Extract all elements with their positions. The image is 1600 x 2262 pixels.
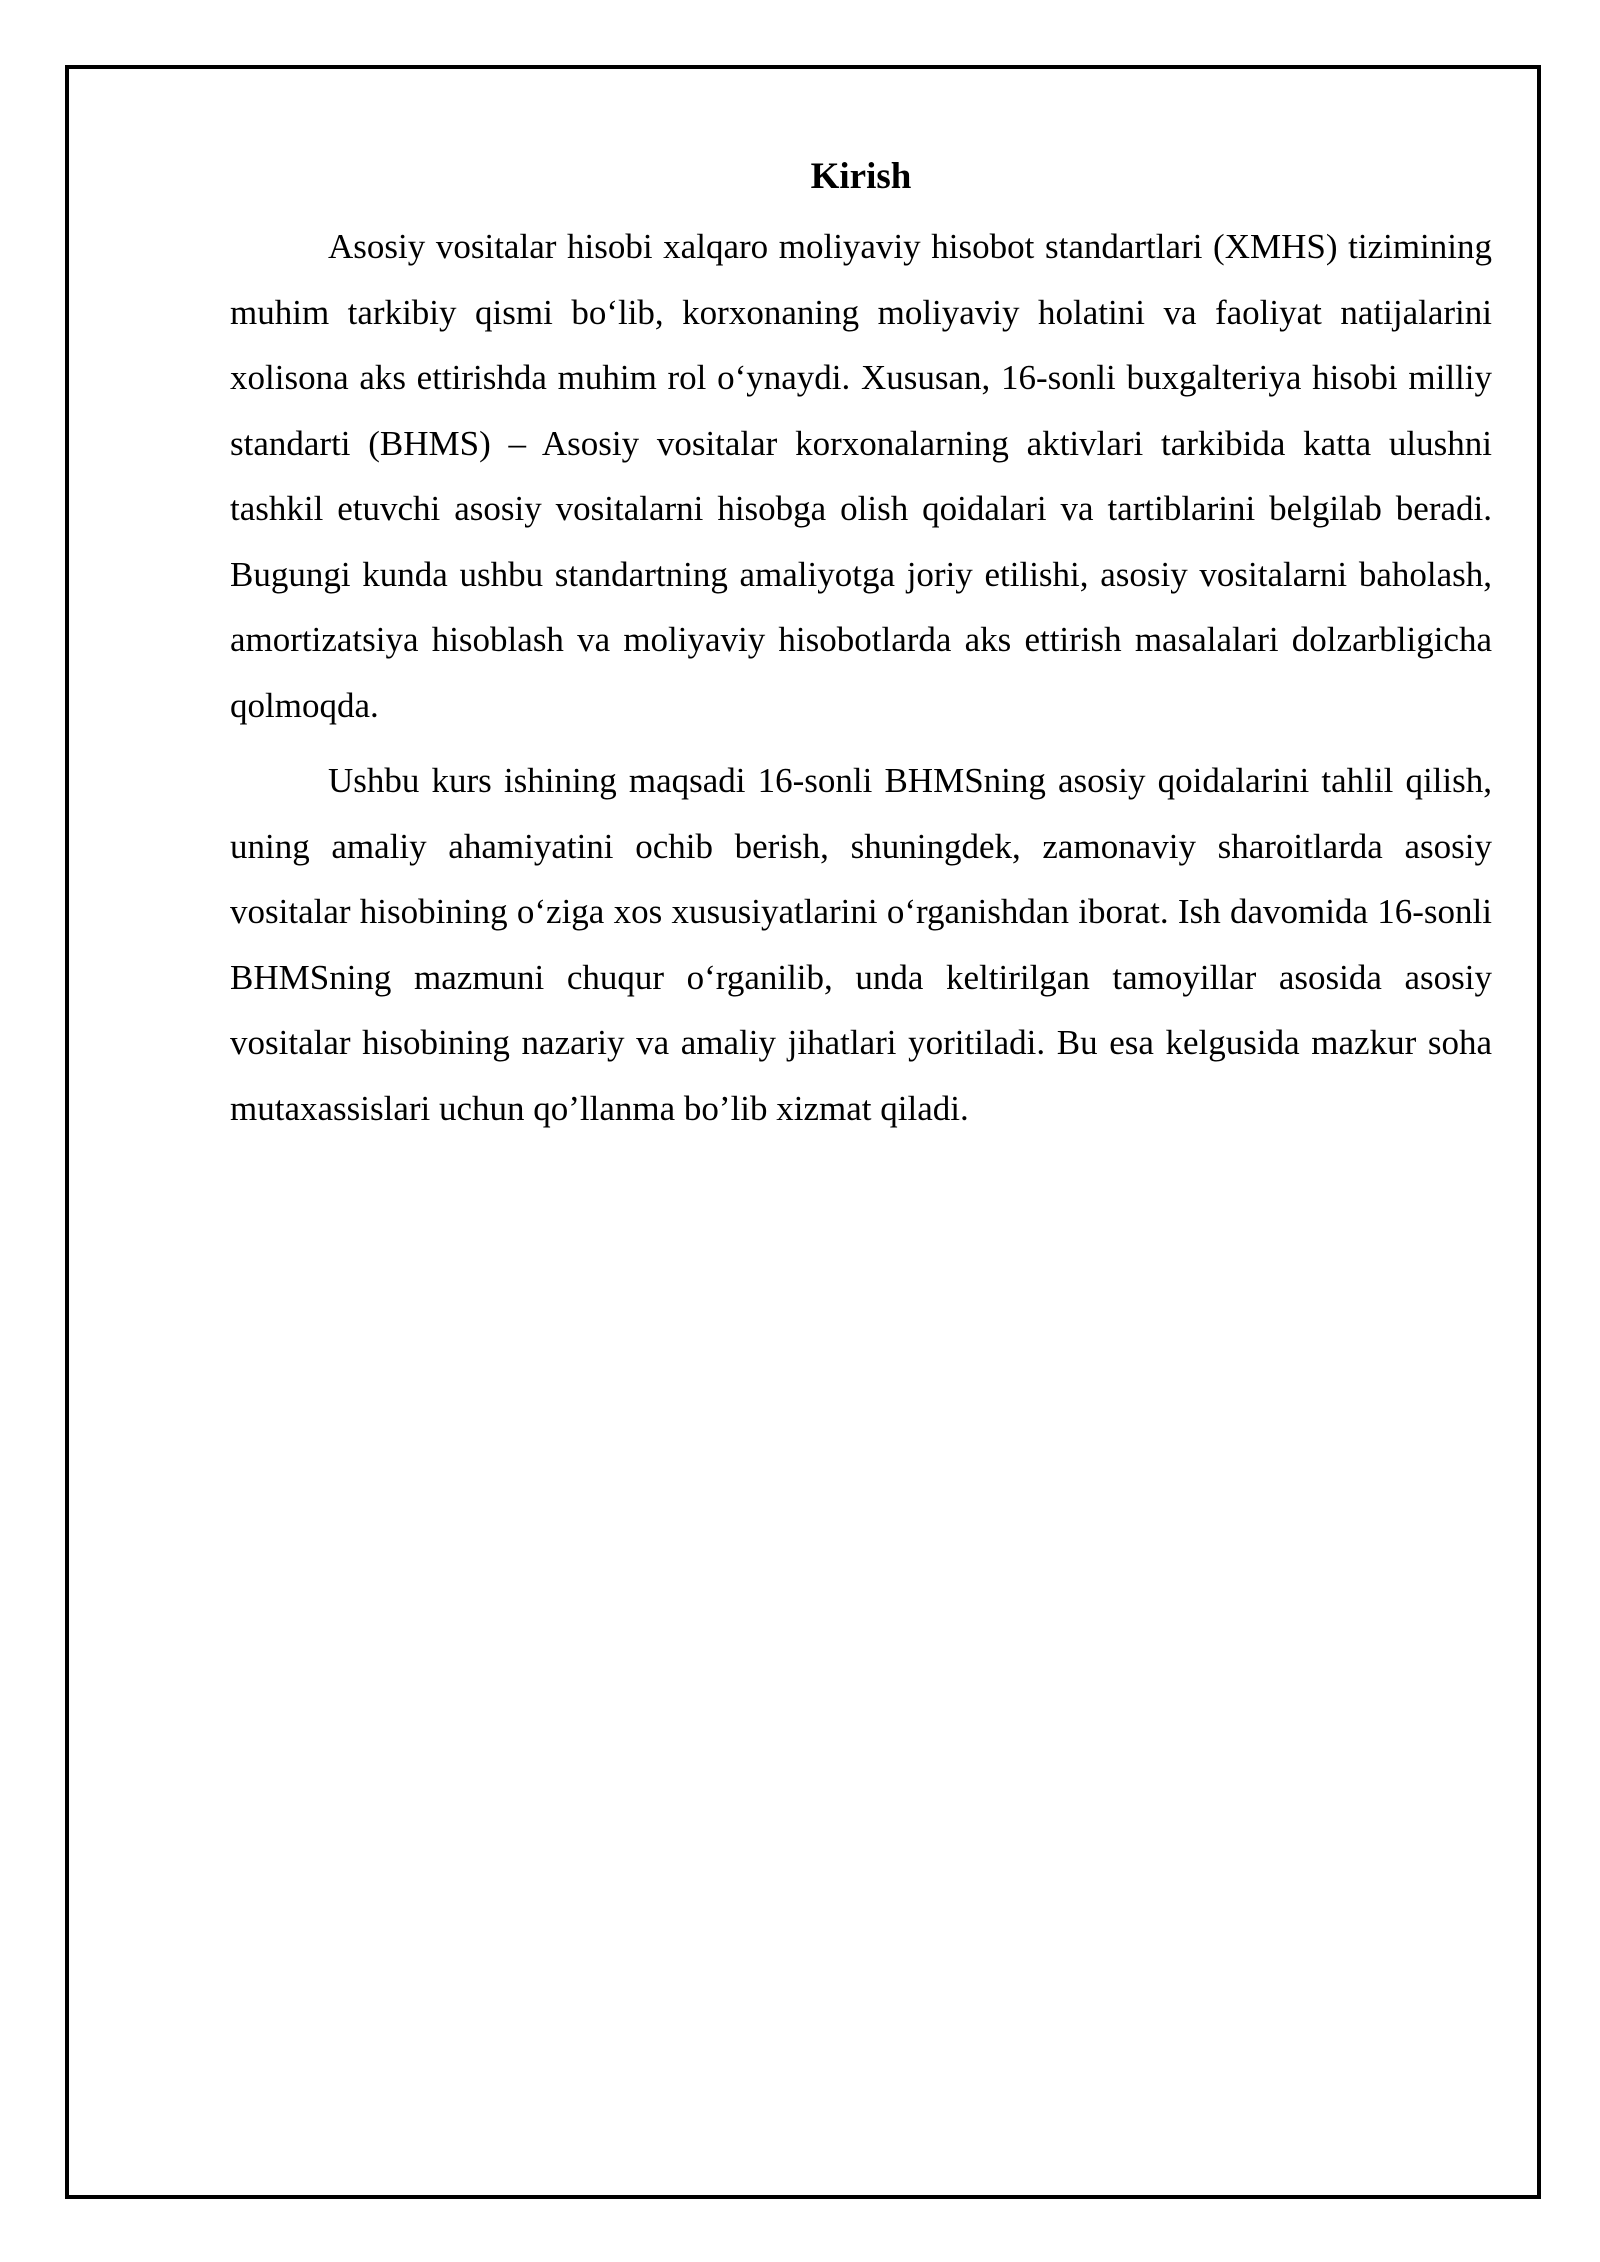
page-title: Kirish [810,156,912,197]
paragraph-2: Ushbu kurs ishining maqsadi 16-sonli BHMSning asosiy qoidalarini tahlil qilish, uning amaliy ahamiyatini ochib berish, shuningdek, zamonaviy sharoitlarda asosiy vositalar hisobining o‘ziga xos xususiyatlarini o‘rganishdan iborat. Ish davomida 16-sonli BHMSning mazmuni chuqur o‘rganilib, unda keltirilgan tamoyillar asosida asosiy vositalar hisobining nazariy va amaliy jihatlari yoritiladi. Bu esa kelgusida mazkur soha mutaxassislari uchun qo’llanma bo’lib xizmat qiladi. [230,761,1492,1128]
document-body [230,148,1492,1151]
paragraph-1: Asosiy vositalar hisobi xalqaro moliyaviy hisobot standartlari (XMHS) tizimining muhim tarkibiy qismi bo‘lib, korxonaning moliyaviy holatini va faoliyat natijalarini xolisona aks ettirishda muhim rol o‘ynaydi. Xususan, 16-sonli buxgalteriya hisobi milliy standarti (BHMS) – Asosiy vositalar korxonalarning aktivlari tarkibida katta ulushni tashkil etuvchi asosiy vositalarni hisobga olish qoidalari va tartiblarini belgilab beradi. Bugungi kunda ushbu standartning amaliyotga joriy etilishi, asosiy vositalarni baholash, amortizatsiya hisoblash va moliyaviy hisobotlarda aks ettirish masalalari dolzarbligicha qolmoqda. [230,227,1492,725]
